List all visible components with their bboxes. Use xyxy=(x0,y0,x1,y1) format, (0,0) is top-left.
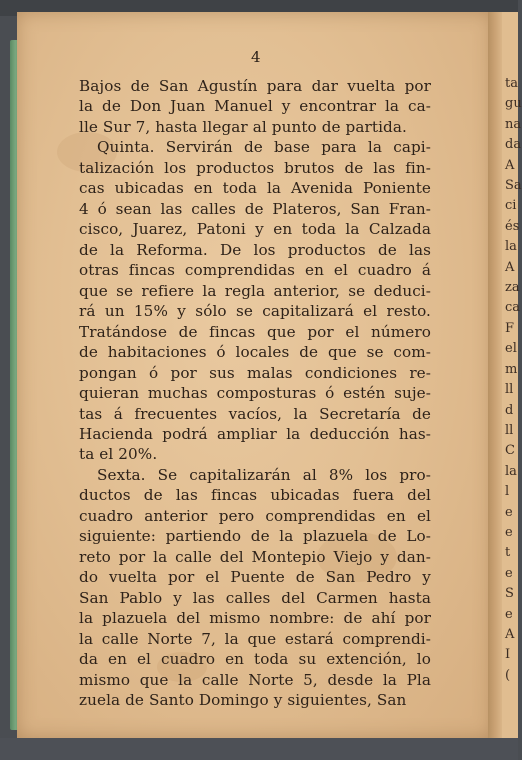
facing-page-fragment: e xyxy=(505,606,513,622)
text-line: 4 ó sean las calles de Plateros, San Fran- xyxy=(79,199,431,218)
text-line: tas á frecuentes vacíos, la Secretaría de xyxy=(79,404,431,423)
facing-page-edge xyxy=(502,12,522,738)
text-line: pongan ó por sus malas condiciones re- xyxy=(79,363,431,382)
text-line: zuela de Santo Domingo y siguientes, San xyxy=(79,691,407,710)
facing-page-fragment: la xyxy=(505,239,517,255)
text-line: ta el 20%. xyxy=(79,445,158,464)
facing-page-fragment: A xyxy=(505,259,515,275)
facing-page-fragment: ci xyxy=(505,198,517,214)
facing-page-fragment: e xyxy=(505,565,513,581)
text-line: lle Sur 7, hasta llegar al punto de partida. xyxy=(79,117,407,136)
facing-page-fragment: e xyxy=(505,524,513,540)
body-text xyxy=(79,76,431,711)
text-line: siguiente: partiendo de la plazuela de Lo- xyxy=(79,527,431,546)
facing-page-fragment: I xyxy=(505,647,511,663)
book-spine-fold xyxy=(488,12,502,738)
text-line: cas ubicadas en toda la Avenida Poniente xyxy=(79,179,431,198)
text-line: cuadro anterior pero comprendidas en el xyxy=(79,506,431,525)
facing-page-fragment: e xyxy=(505,504,513,520)
text-line: que se refiere la regla anterior, se deduci- xyxy=(79,281,431,300)
facing-page-fragment: F xyxy=(505,320,515,336)
text-line: la plazuela del mismo nombre: de ahí por xyxy=(79,609,431,628)
facing-page-fragment: S xyxy=(505,586,514,602)
text-line: otras fincas comprendidas en el cuadro á xyxy=(79,261,431,280)
facing-page-fragment: el xyxy=(505,341,517,357)
text-line: Tratándose de fincas que por el número xyxy=(79,322,431,341)
facing-page-fragment: ( xyxy=(505,667,511,683)
text-line: do vuelta por el Puente de San Pedro y xyxy=(79,568,431,587)
facing-page-fragment: t xyxy=(505,545,511,561)
text-line: ductos de las fincas ubicadas fuera del xyxy=(79,486,431,505)
facing-page-fragment: da xyxy=(505,137,522,153)
text-line: Bajos de San Agustín para dar vuelta por xyxy=(79,77,431,95)
text-line: cisco, Juarez, Patoni y en toda la Calzada xyxy=(79,220,431,239)
text-line: San Pablo y las calles del Carmen hasta xyxy=(79,588,431,607)
text-line: de habitaciones ó locales de que se com- xyxy=(79,343,431,362)
facing-page-fragment: d xyxy=(505,402,514,418)
text-line: rá un 15% y sólo se capitalizará el resto. xyxy=(79,302,431,321)
text-line: la de Don Juan Manuel y encontrar la ca- xyxy=(79,97,431,116)
facing-page-fragment: la xyxy=(505,463,517,479)
text-line: Hacienda podrá ampliar la deducción has- xyxy=(79,424,431,443)
facing-page-fragment: ll xyxy=(505,382,514,398)
scan-backdrop-bottom xyxy=(0,738,518,760)
facing-page-fragment: Sa xyxy=(505,178,522,194)
page-number: 4 xyxy=(251,48,261,66)
facing-page-fragment: ll xyxy=(505,422,514,438)
facing-page-fragment: na xyxy=(505,116,522,132)
text-line: talización los productos brutos de las fin- xyxy=(79,158,431,177)
text-line: de la Reforma. De los productos de las xyxy=(79,240,431,259)
facing-page-fragment: ta xyxy=(505,76,518,91)
facing-page-fragment: m xyxy=(505,361,518,377)
text-line: quieran muchas composturas ó estén suje- xyxy=(79,384,431,403)
text-line: mismo que la calle Norte 5, desde la Pla xyxy=(79,670,431,689)
facing-page-fragment: l xyxy=(505,484,510,500)
text-line: la calle Norte 7, la que estará comprendi- xyxy=(79,629,431,648)
text-line: da en el cuadro en toda su extención, lo xyxy=(79,650,431,669)
text-line: reto por la calle del Montepio Viejo y dan- xyxy=(79,547,431,566)
facing-page-fragment: za xyxy=(505,280,520,296)
facing-page-fragment: gu xyxy=(505,96,522,112)
text-line: Sexta. Se capitalizarán al 8% los pro- xyxy=(97,465,431,484)
facing-page-fragment: A xyxy=(505,626,515,642)
facing-page-fragment: ca xyxy=(505,300,521,316)
facing-page-fragment: A xyxy=(505,157,515,173)
facing-page-fragment: C xyxy=(505,443,515,459)
text-line: Quinta. Servirán de base para la capi- xyxy=(97,138,431,157)
facing-page-fragment: és xyxy=(505,218,520,234)
